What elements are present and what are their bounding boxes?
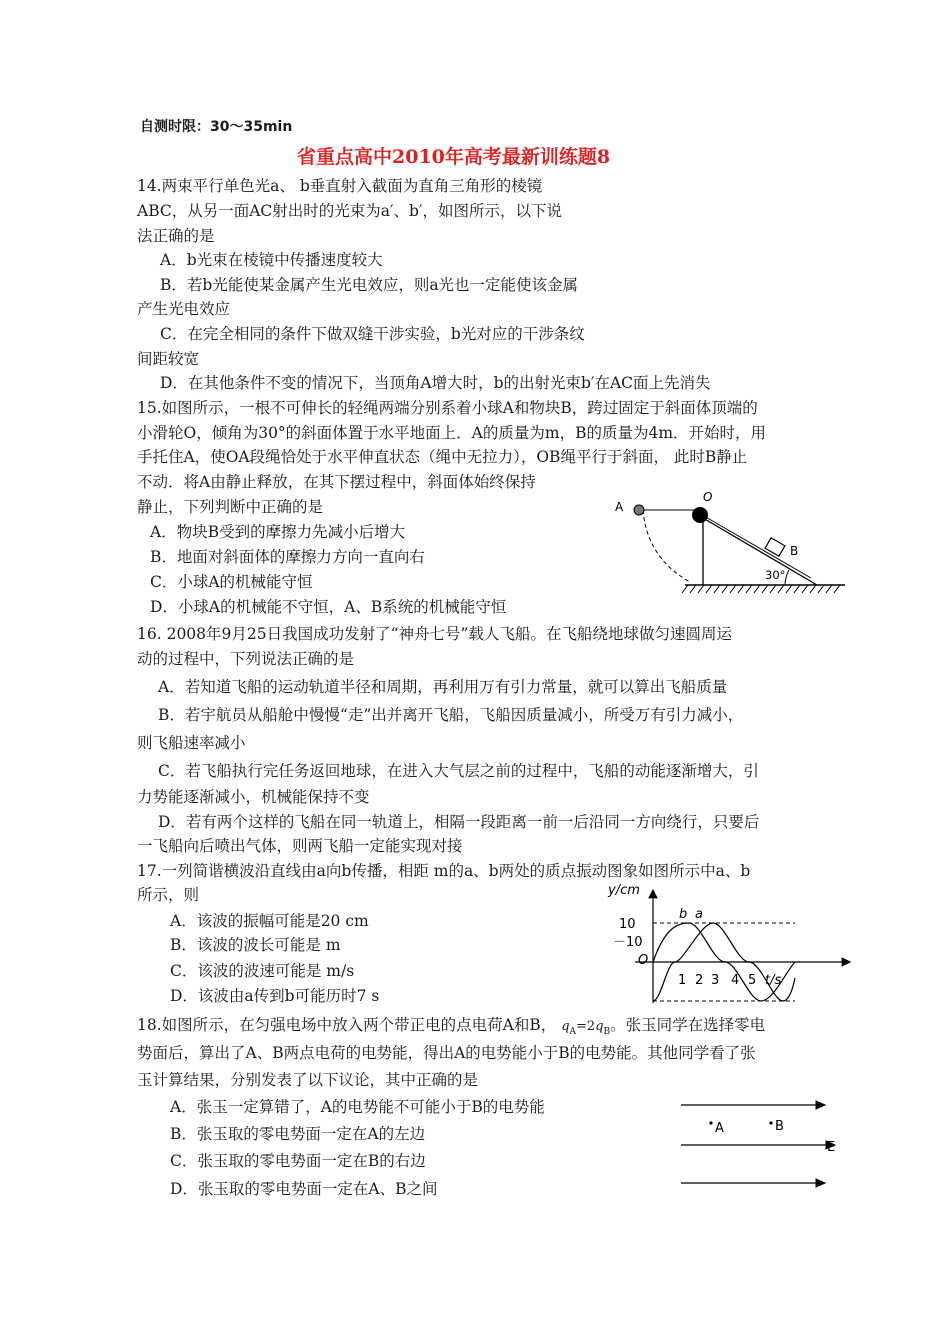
q16-option-c-cont: 力势能逐渐减小，机械能保持不变 (137, 788, 370, 806)
q16-option-d-cont: 一飞船向后喷出气体，则两飞船一定能实现对接 (137, 837, 463, 855)
origin-label: O (638, 953, 649, 968)
x-tick-1: 1 (678, 973, 687, 988)
q18-stem-text-end: 。张玉同学在选择零电 (610, 1016, 766, 1034)
q16-option-b: B．若宇航员从船舱中慢慢“走”出并离开飞船，飞船因质量减小，所受万有引力减小， (158, 706, 744, 724)
q18-option-c: C．张玉取的零电势面一定在B的右边 (170, 1152, 426, 1170)
electric-field-figure (675, 1095, 850, 1195)
y-tick-negative: －10 (613, 935, 643, 950)
pulley-o (692, 507, 708, 523)
q18-stem-line-2: 势面后，算出了A、B两点电荷的电势能，得出A的电势能小于B的电势能。其他同学看了张 (137, 1044, 756, 1062)
label-o: O (703, 490, 713, 504)
q18-option-d: D．张玉取的零电势面一定在A、B之间 (170, 1180, 438, 1198)
q16-option-b-cont: 则飞船速率减小 (137, 734, 246, 752)
q17-option-d: D．该波由a传到b可能历时7 s (170, 987, 380, 1005)
q15-option-d: D．小球A的机械能不守恒，A、B系统的机械能守恒 (150, 598, 507, 616)
q15-option-a: A．物块B受到的摩擦力先减小后增大 (150, 523, 406, 541)
q15-stem-line-1: 15.如图所示，一根不可伸长的轻绳两端分别系着小球A和物块B，跨过固定于斜面体顶端的 (137, 399, 758, 417)
charge-b-dot (769, 1121, 772, 1124)
q17-option-a: A．该波的振幅可能是20 cm (170, 912, 369, 930)
incline-body (697, 512, 817, 585)
x-tick-5: 5 (748, 973, 757, 988)
y-tick-positive: 10 (619, 917, 636, 932)
curve-b-label: b (679, 907, 688, 922)
q18-charge-a-sub: A (569, 1027, 577, 1038)
swing-path (643, 510, 690, 582)
q17-stem-line-1: 17.一列简谐横波沿直线由a向b传播，相距 m的a、b两处的质点振动图象如图所示中a、b (137, 862, 751, 880)
q18-stem-line-1 (137, 1015, 765, 1042)
q14-option-a: A．b光束在棱镜中传播速度较大 (160, 251, 383, 269)
q16-option-a: A．若知道飞船的运动轨道半径和周期，再利用万有引力常量，就可以算出飞船质量 (158, 678, 728, 696)
q18-option-b: B．张玉取的零电势面一定在A的左边 (170, 1125, 426, 1143)
q17-stem-line-2: 所示，则 (137, 886, 200, 904)
q16-stem-line-2: 动的过程中，下列说法正确的是 (137, 650, 355, 668)
q14-option-b: B．若b光能使某金属产生光电效应，则a光也一定能使该金属 (160, 276, 579, 294)
q14-stem-line-1: 14.两束平行单色光a、 b垂直射入截面为直角三角形的棱镜 (137, 177, 543, 195)
page-title: 省重点高中2010年高考最新训练题8 (297, 146, 611, 168)
q18-charge-b: q (595, 1019, 604, 1034)
q18-charge-eq: =2 (576, 1019, 596, 1034)
curve-a-label: a (695, 907, 703, 922)
label-a: A (615, 500, 624, 514)
q17-option-b: B．该波的波长可能是 m (170, 936, 341, 954)
q16-stem-line-1: 16. 2008年9月25日我国成功发射了“神舟七号”载人飞船。在飞船绕地球做匀速圆周运 (137, 625, 732, 643)
q15-stem-line-2: 小滑轮O，倾角为30°的斜面体置于水平地面上．A的质量为m，B的质量为4m．开始时，用 (137, 424, 767, 442)
incline-pulley-figure (605, 488, 850, 598)
q14-option-b-cont: 产生光电效应 (137, 300, 231, 318)
q15-option-c: C．小球A的机械能守恒 (150, 573, 313, 591)
q14-option-c-cont: 间距较宽 (137, 350, 200, 368)
label-b: B (790, 544, 799, 558)
angle-label: 30° (765, 568, 786, 582)
x-tick-2: 2 (695, 973, 704, 988)
q17-option-c: C．该波的波速可能是 m/s (170, 962, 355, 980)
q16-option-d: D．若有两个这样的飞船在同一轨道上，相隔一段距离一前一后沿同一方向绕行，只要后 (158, 813, 760, 831)
q18-charge-b-sub: B (603, 1027, 611, 1038)
ball-a (634, 505, 644, 515)
ground-hatch (682, 585, 845, 593)
q15-stem-line-4: 不动．将A由静止释放，在其下摆过程中，斜面体始终保持 (137, 473, 536, 491)
q18-option-a: A．张玉一定算错了，A的电势能不可能小于B的电势能 (170, 1098, 545, 1116)
q16-option-c: C．若飞船执行完任务返回地球，在进入大气层之前的过程中，飞船的动能逐渐增大，引 (158, 762, 759, 780)
q15-stem-line-3: 手托住A，使OA段绳恰处于水平伸直状态（绳中无拉力），OB绳平行于斜面， 此时B静止 (137, 448, 748, 466)
vibration-graph (605, 878, 855, 1008)
charge-a-label: A (715, 1121, 724, 1136)
x-tick-3: 3 (711, 973, 720, 988)
q14-option-c: C．在完全相同的条件下做双缝干涉实验，b光对应的干涉条纹 (160, 325, 585, 343)
q14-option-d: D．在其他条件不变的情况下，当顶角A增大时，b的出射光束b′在AC面上先消失 (160, 374, 711, 392)
time-limit: 自测时限：30～35min (140, 119, 293, 135)
x-axis-label: t/s (765, 973, 782, 988)
x-tick-4: 4 (731, 973, 740, 988)
charge-a-dot (709, 1121, 712, 1124)
field-e-label: E (827, 1140, 836, 1155)
q18-stem-line-3: 玉计算结果，分别发表了以下议论，其中正确的是 (137, 1071, 479, 1089)
q15-option-b: B．地面对斜面体的摩擦力方向一直向右 (150, 548, 425, 566)
q14-stem-line-3: 法正确的是 (137, 227, 215, 245)
q18-charge-a: q (561, 1019, 570, 1034)
q15-stem-line-5: 静止，下列判断中正确的是 (137, 498, 324, 516)
y-axis-label: y/cm (608, 883, 640, 898)
q18-stem-text: 18.如图所示，在匀强电场中放入两个带正电的点电荷A和B， (137, 1016, 557, 1034)
q14-stem-line-2: ABC，从另一面AC射出时的光束为a′、b′，如图所示，以下说 (137, 202, 562, 220)
charge-b-label: B (775, 1119, 784, 1134)
